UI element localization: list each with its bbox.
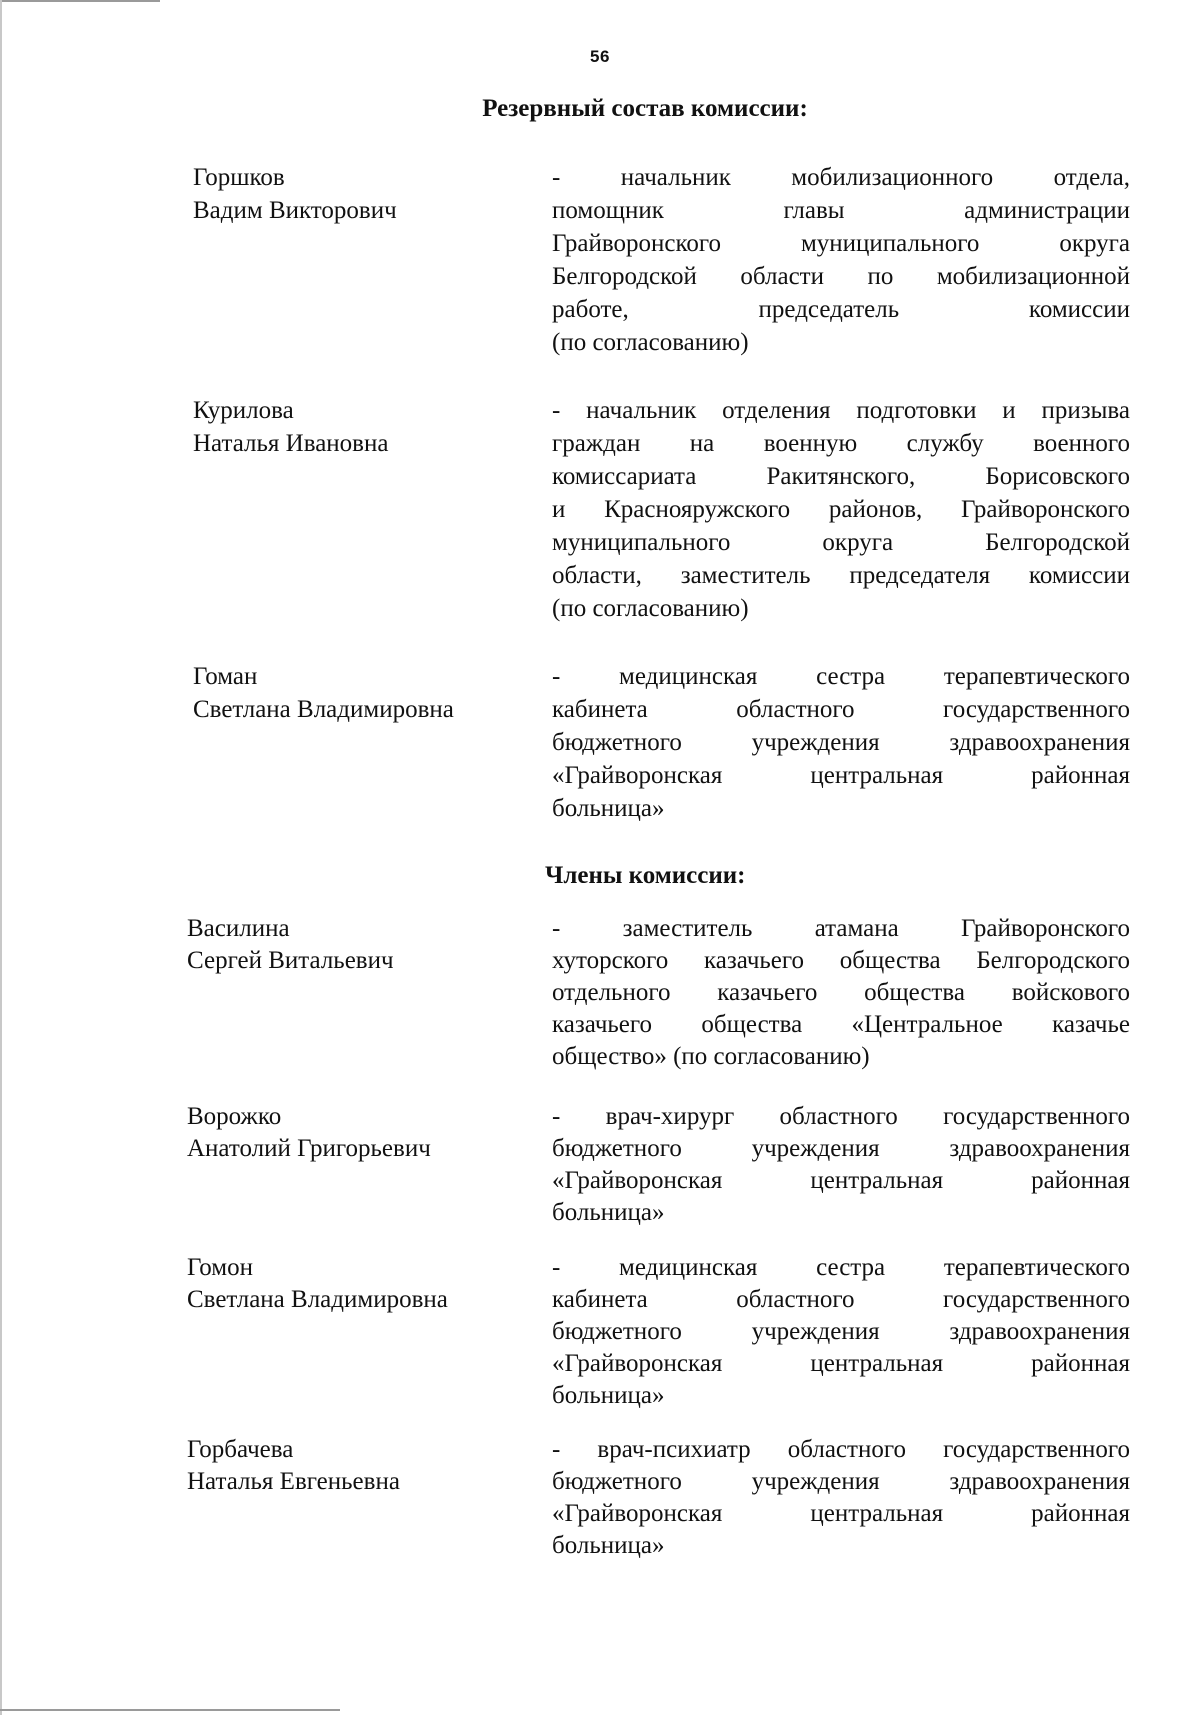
given-names: Светлана Владимировна <box>193 696 454 723</box>
role-line: - врач-хирург областного государственного <box>552 1103 1130 1130</box>
role-line: отдельного казачьего общества войскового <box>552 979 1130 1006</box>
member-role <box>552 394 1130 625</box>
role-line: бюджетного учреждения здравоохранения <box>552 729 1130 756</box>
role-line: - заместитель атамана Грайворонского <box>552 915 1130 942</box>
role-line: Белгородской области по мобилизационной <box>552 263 1130 290</box>
role-line: больница» <box>552 1199 665 1226</box>
role-line: «Грайворонская центральная районная <box>552 1500 1130 1527</box>
member-role <box>552 913 1130 1073</box>
member-name <box>187 1252 448 1316</box>
role-line: бюджетного учреждения здравоохранения <box>552 1468 1130 1495</box>
surname: Гоман <box>193 663 258 690</box>
role-line: (по согласованию) <box>552 329 749 356</box>
member-name <box>187 913 394 977</box>
role-line: кабинета областного государственного <box>552 1286 1130 1313</box>
role-line: помощник главы администрации <box>552 197 1130 224</box>
role-line: бюджетного учреждения здравоохранения <box>552 1318 1130 1345</box>
role-line: казачьего общества «Центральное казачье <box>552 1011 1130 1038</box>
role-line: общество» (по согласованию) <box>552 1043 870 1070</box>
member-name <box>187 1434 400 1498</box>
role-line: больница» <box>552 795 665 822</box>
role-line: - медицинская сестра терапевтического <box>552 1254 1130 1281</box>
given-names: Вадим Викторович <box>193 197 397 224</box>
member-role <box>552 161 1130 359</box>
role-line: больница» <box>552 1382 665 1409</box>
member-role <box>552 1252 1130 1412</box>
role-line: и Краснояружского районов, Грайворонского <box>552 496 1130 523</box>
surname: Ворожко <box>187 1103 282 1130</box>
role-line: больница» <box>552 1532 665 1559</box>
given-names: Анатолий Григорьевич <box>187 1135 431 1162</box>
member-name <box>193 161 397 227</box>
member-role <box>552 660 1130 825</box>
surname: Горшков <box>193 164 285 191</box>
role-line: «Грайворонская центральная районная <box>552 1167 1130 1194</box>
given-names: Наталья Евгеньевна <box>187 1468 400 1495</box>
role-line: - медицинская сестра терапевтического <box>552 663 1130 690</box>
scan-edge-bottom <box>0 1709 340 1711</box>
page-number: 56 <box>590 47 610 66</box>
surname: Гомон <box>187 1254 253 1281</box>
role-line: комиссариата Ракитянского, Борисовского <box>552 463 1130 490</box>
role-line: - начальник мобилизационного отдела, <box>552 164 1130 191</box>
role-line: «Грайворонская центральная районная <box>552 762 1130 789</box>
member-name <box>193 394 388 460</box>
role-line: «Грайворонская центральная районная <box>552 1350 1130 1377</box>
member-role <box>552 1101 1130 1229</box>
given-names: Наталья Ивановна <box>193 430 389 457</box>
surname: Курилова <box>193 397 294 424</box>
member-role <box>552 1434 1130 1562</box>
role-line: муниципального округа Белгородской <box>552 529 1130 556</box>
role-line: (по согласованию) <box>552 595 749 622</box>
given-names: Сергей Витальевич <box>187 947 394 974</box>
role-line: работе, председатель комиссии <box>552 296 1130 323</box>
role-line: области, заместитель председателя комиссии <box>552 562 1130 589</box>
scan-edge-top <box>0 0 160 2</box>
member-name <box>187 1101 431 1165</box>
scan-edge-left <box>0 0 2 1715</box>
given-names: Светлана Владимировна <box>187 1286 448 1313</box>
role-line: - начальник отделения подготовки и призыва <box>552 397 1130 424</box>
role-line: граждан на военную службу военного <box>552 430 1130 457</box>
role-line: хуторского казачьего общества Белгородского <box>552 947 1130 974</box>
role-line: бюджетного учреждения здравоохранения <box>552 1135 1130 1162</box>
member-name <box>193 660 454 726</box>
role-line: - врач-психиатр областного государственного <box>552 1436 1130 1463</box>
surname: Горбачева <box>187 1436 294 1463</box>
role-line: кабинета областного государственного <box>552 696 1130 723</box>
surname: Василина <box>187 915 290 942</box>
reserve-heading: Резервный состав комиссии: <box>482 95 808 122</box>
members-heading: Члены комиссии: <box>545 862 746 889</box>
role-line: Грайворонского муниципального округа <box>552 230 1130 257</box>
